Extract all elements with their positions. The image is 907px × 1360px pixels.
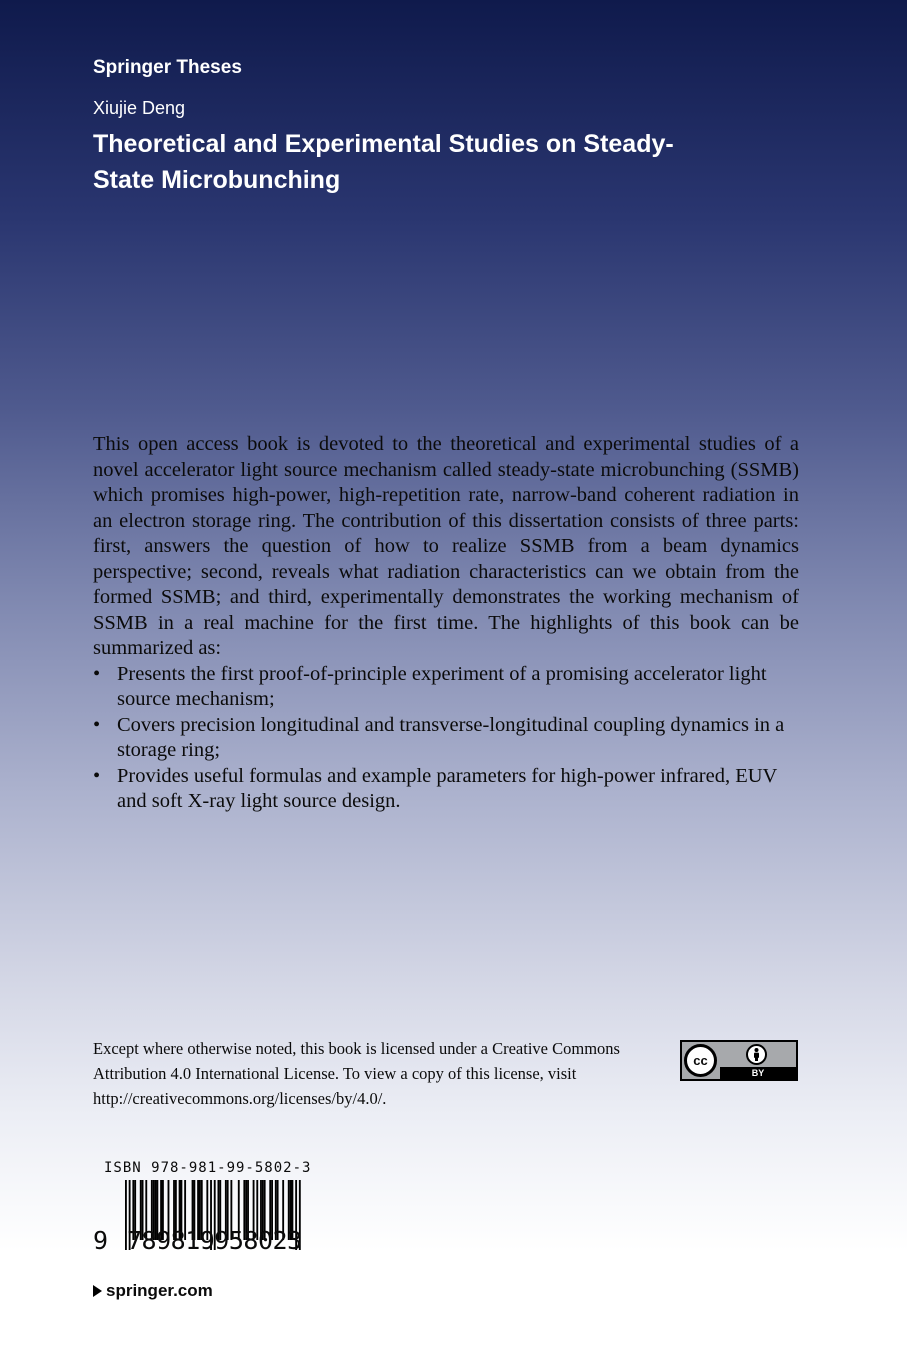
website-text: springer.com <box>106 1281 213 1300</box>
bullet-icon: • <box>93 662 101 685</box>
bullet-icon: • <box>93 713 101 736</box>
license-notice: Except where otherwise noted, this book is licensed under a Creative Commons Attribution 4.0 International License. To view a copy of this license, visit http://creativecommons.org/licenses/by/4.0/. <box>93 1039 620 1108</box>
highlight-text: Presents the first proof-of-principle experiment of a promising accelerator light source mechanism; <box>117 662 767 710</box>
highlight-item <box>93 662 799 713</box>
highlight-text: Provides useful formulas and example parameters for high-power infrared, EUV and soft X-ray light source design. <box>117 764 777 812</box>
cc-logo-icon: cc <box>684 1044 717 1077</box>
highlights-list <box>93 662 799 815</box>
author-name: Xiujie Deng <box>93 98 186 118</box>
series-name: Springer Theses <box>93 57 242 78</box>
isbn-barcode <box>93 1180 315 1264</box>
publisher-website-link[interactable] <box>93 1281 213 1301</box>
highlight-item <box>93 713 799 764</box>
bullet-icon: • <box>93 764 101 787</box>
arrow-right-icon <box>93 1285 102 1297</box>
cc-by-license-badge[interactable] <box>680 1040 798 1081</box>
highlight-item <box>93 764 799 815</box>
barcode-digits: 789819958023 <box>127 1226 302 1255</box>
book-description <box>93 432 799 815</box>
book-title: Theoretical and Experimental Studies on Steady-State Microbunching <box>93 130 674 194</box>
by-label: BY <box>720 1067 796 1079</box>
person-glyph-icon <box>748 1046 765 1063</box>
isbn-number: ISBN 978-981-99-5802-3 <box>104 1160 312 1176</box>
description-intro: This open access book is devoted to the theoretical and experimental studies of a novel accelerator light source mechanism called steady-state microbunching (SSMB) which promises high-power, high-repetition rate, narrow-band coherent radiation in an electron storage ring. The contribution of this dissertation consists of three parts: first, answers the question of how to realize SSMB from a beam dynamics perspective; second, reveals what radiation characteristics can we obtain from the formed SSMB; and third, experimentally demonstrates the working mechanism of SSMB in a real machine for the first time. The highlights of this book can be summarized as: <box>93 433 799 659</box>
highlight-text: Covers precision longitudinal and transverse-longitudinal coupling dynamics in a storage ring; <box>117 713 785 761</box>
attribution-person-icon <box>746 1044 767 1065</box>
barcode-first-digit: 9 <box>93 1226 109 1255</box>
